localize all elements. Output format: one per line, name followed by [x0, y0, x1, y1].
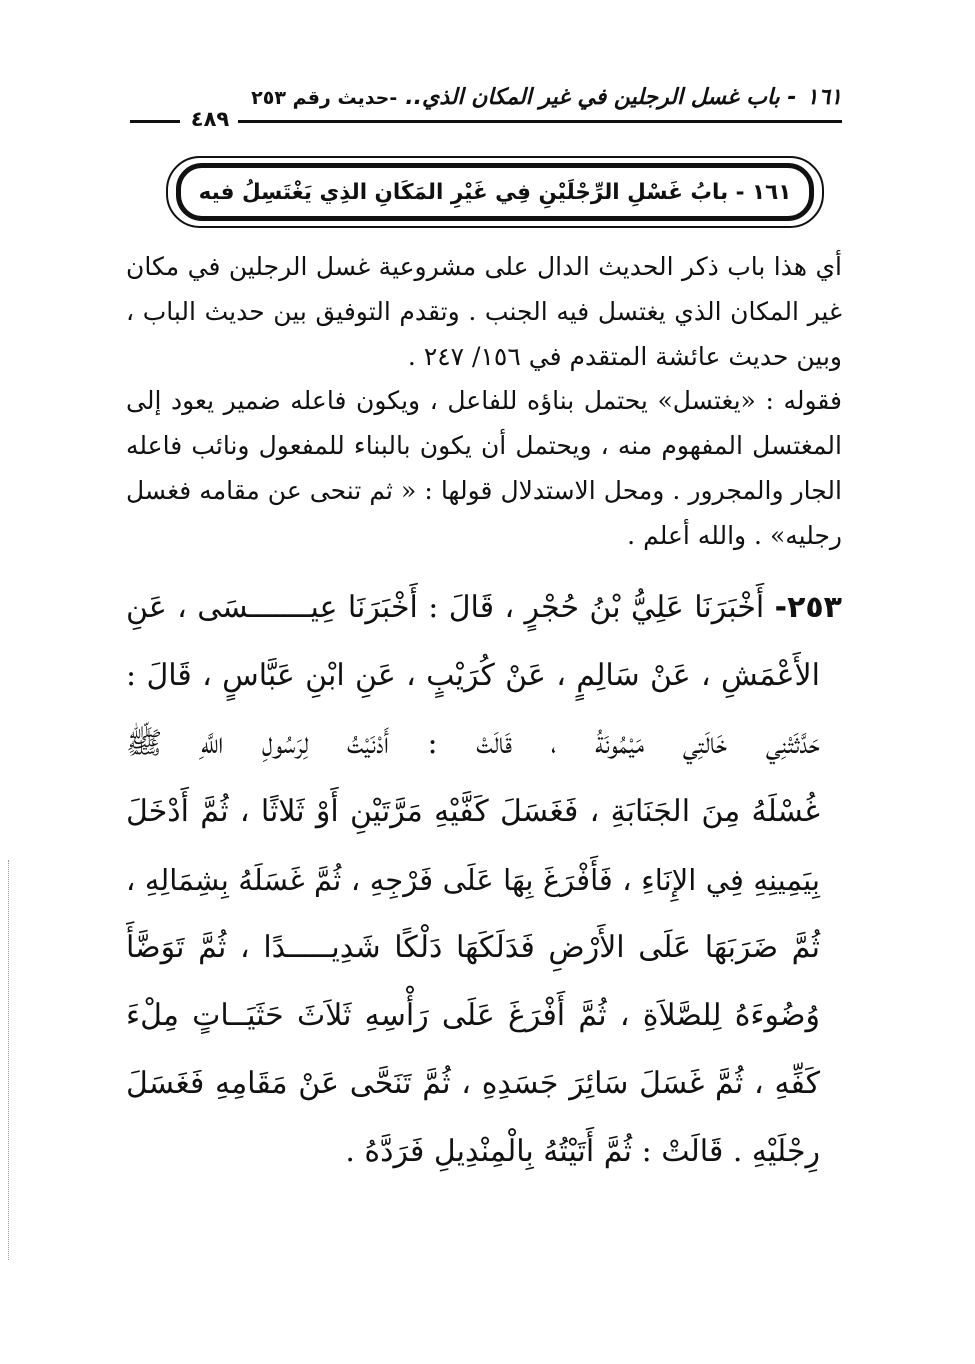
commentary-paragraph-1: أي هذا باب ذكر الحديث الدال على مشروعية غسل الرجلين في مكان غير المكان الذي يغتسل فيه الجنب . وتقدم التوفيق بين حديث الباب ، وبين حديث عائشة المتقدم في ١٥٦/ ٢٤٧ .	[126, 252, 842, 371]
header-dash: -	[779, 85, 797, 110]
hadith-number: ٢٥٣-	[774, 590, 842, 625]
running-header	[130, 80, 842, 116]
header-chapter-title: باب غسل الرجلين في غير المكان الذي..	[405, 85, 780, 110]
hadith-line-text: أَخْبَرَنَا عَلِيُّ بْنُ حُجْرٍ ، قَالَ : أَخْبَرَنَا عِيـــــــسَى ، عَنِ	[126, 590, 765, 625]
hadith-line-9: رِجْلَيْهِ . قَالَتْ : ثُمَّ أَتَيْتُهُ بِالْمِنْدِيلِ فَرَدَّهُ .	[345, 1134, 820, 1169]
scan-margin-mark	[8, 860, 9, 1260]
chapter-banner	[166, 156, 824, 228]
hadith-line-5: بِيَمِينِهِ فِي الإِنَاءِ ، فَأَفْرَغَ بِهَا عَلَى فَرْجِهِ ، ثُمَّ غَسَلَهُ بِشِمَالِهِ ،	[126, 863, 820, 897]
page-number: ٤٨٩	[190, 107, 230, 131]
hadith-line-7: وُضُوءَهُ لِلصَّلاَةِ ، ثُمَّ أَفْرَغَ عَلَى رَأْسِهِ ثَلاَثَ حَثَيَــاتٍ مِلْءَ	[126, 998, 820, 1033]
hadith-block	[126, 574, 842, 1186]
header-hadith-ref: -حديث رقم ٢٥٣	[251, 87, 398, 109]
header-rule-right	[238, 120, 842, 123]
chapter-banner-title: ١٦١ - بابُ غَسْلِ الرِّجْلَيْنِ فِي غَيْرِ المَكَانِ الذِي يَغْتَسِلُ فيه	[198, 179, 792, 205]
hadith-line-4: غُسْلَهُ مِنَ الجَنَابَةِ ، فَغَسَلَ كَفَّيْهِ مَرَّتَيْنِ أَوْ ثَلاثًا ، ثُمَّ أَدْخَلَ	[126, 794, 820, 829]
header-chapter-number: ١٦١	[806, 85, 842, 110]
commentary-paragraph-2: فقوله : «يغتسل» يحتمل بناؤه للفاعل ، ويكون فاعله ضمير يعود إلى المغتسل المفهوم منه ، ويحتمل أن يكون بالبناء للمفعول ونائب فاعله الجار والمجرور . ومحل الاستدلال قولها : « ثم تنحى عن مقامه فغسل رجليه» . والله أعلم .	[126, 386, 842, 550]
hadith-line-3: حَدَّثَتْنِي خَالَتِي مَيْمُونَةُ ، قَالَتْ : أَدْنَيْتُ لِرَسُولِ اللَّهِ ﷺ	[126, 726, 820, 761]
chapter-banner-frame	[176, 163, 814, 221]
hadith-line-1	[126, 574, 842, 642]
hadith-line-2: الأَعْمَشِ ، عَنْ سَالِمٍ ، عَنْ كُرَيْبٍ ، عَنِ ابْنِ عَبَّاسٍ ، قَالَ :	[126, 658, 820, 693]
hadith-line-6: ثُمَّ ضَرَبَهَا عَلَى الأَرْضِ فَدَلَكَهَا دَلْكًا شَدِيـــــدًا ، ثُمَّ تَوَضَّأَ	[126, 930, 820, 965]
header-rule-left	[130, 120, 180, 123]
hadith-line-8: كَفِّهِ ، ثُمَّ غَسَلَ سَائِرَ جَسَدِهِ ، ثُمَّ تَنَحَّى عَنْ مَقَامِهِ فَغَسَلَ	[126, 1066, 820, 1101]
